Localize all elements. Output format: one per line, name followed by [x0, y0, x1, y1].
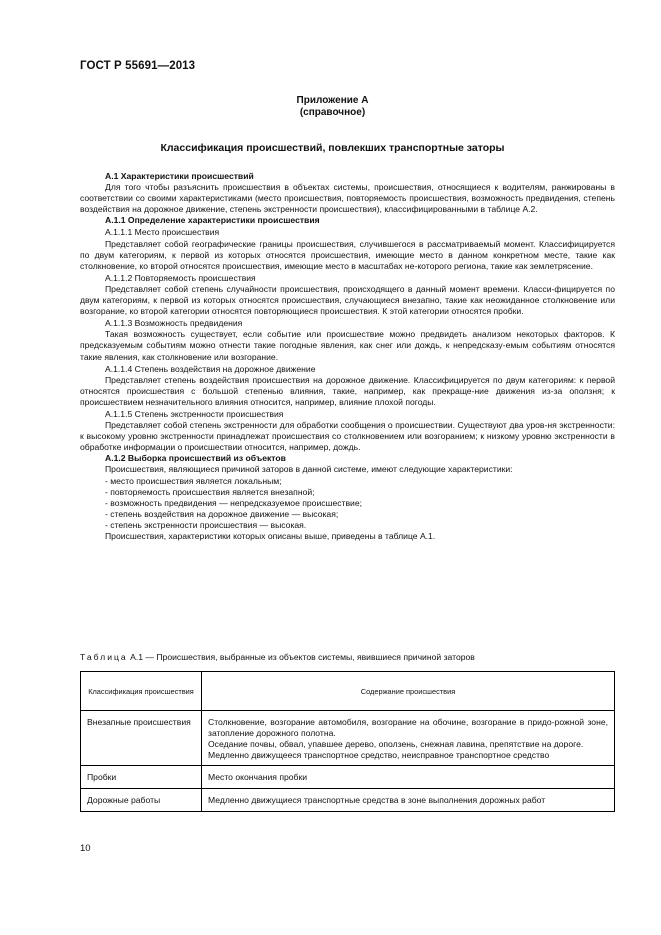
content-cell: [202, 711, 615, 766]
table-caption-prefix: Таблица: [80, 652, 128, 662]
incidents-table: [80, 671, 615, 812]
category-cell: Внезапные происшествия: [81, 711, 202, 766]
table-row: [81, 766, 615, 789]
list-item: - степень экстренности происшествия — высокая.: [105, 519, 307, 530]
category-cell: Дорожные работы: [81, 789, 202, 812]
table-caption: [80, 652, 475, 662]
section-a1-intro: Для того чтобы разъяснить происшествия в объектах системы, происшествия, относящиеся к водителям, ранжированы в соответствии со своими характеристиками (место происшествия, повторяемость происшествия, возможность предвидения, степень воздействия на дорожное движение, степень экстренности происшествия), классифицированными в таблице А.2.: [80, 182, 615, 215]
item-title: А.1.1.2 Повторяемость происшествия: [105, 272, 256, 283]
list-item: - степень воздействия на дорожное движение — высокая;: [105, 508, 339, 519]
header-classification: Классификация происшествия: [81, 672, 202, 711]
annex-heading: [80, 95, 585, 119]
content-line: Место окончания пробки: [208, 772, 308, 782]
header-content: Содержание происшествия: [202, 672, 615, 711]
content-cell: [202, 789, 615, 812]
section-a11-heading: А.1.1 Определение характеристики происшествия: [105, 215, 320, 226]
item-text: Представляет собой степень случайности происшествия, происходящего в данный момент времени. Класси-фицируется по двум категориям, к первой из которых относятся происшествия, случающиеся внезапно, такие как неожиданное столкновение или возгорание, ко второй категории относятся повторяющиеся происшествия. К этой категории относятся пробки.: [80, 283, 615, 317]
list-item: - повторяемость происшествия является внезапной;: [105, 486, 315, 497]
table-row: [81, 711, 615, 766]
annex-type: (справочное): [299, 107, 366, 118]
document-body: [80, 167, 615, 542]
annex-title: Приложение А: [296, 95, 369, 106]
content-line: Медленно движущееся транспортное средство, неисправное транспортное средство: [208, 750, 550, 760]
section-a1-heading: А.1 Характеристики происшествий: [105, 171, 254, 181]
page-title: Классификация происшествий, повлекших транспортные заторы: [160, 142, 505, 154]
content-cell: [202, 766, 615, 789]
table-row: [81, 789, 615, 812]
item-title: А.1.1.4 Степень воздействия на дорожное движение: [105, 363, 316, 374]
list-item: - место происшествия является локальным;: [105, 475, 282, 486]
page-number: 10: [80, 843, 91, 854]
item-text: Представляет собой степень экстренности для обработки сообщения о происшествии. Существуют два уров-ня экстренности: к высокому уровню экстренности принадлежат происшествия со столкновением или возгоранием; к низкому уровню экстренности в обработке информации о происшествии относится, например, дождь.: [80, 420, 615, 453]
list-item: - возможность предвидения — непредсказуемое происшествие;: [105, 497, 362, 508]
content-line: Столкновение, возгорание автомобиля, возгорание на обочине, возгорание в придо-рожной зоне, затопление дорожного полотна.: [208, 717, 608, 738]
section-a12-outro: Происшествия, характеристики которых описаны выше, приведены в таблице А.1.: [105, 531, 436, 541]
table-caption-text: А.1 — Происшествия, выбранные из объектов системы, явившиеся причиной заторов: [127, 652, 475, 662]
item-title: А.1.1.1 Место происшествия: [105, 227, 220, 238]
item-text: Такая возможность существует, если событие или происшествие можно предвидеть анализом некоторых факторов. К предсказуемым событиям можно отнести такие погодные явления, как снег или дождь, к непредсказу-емым событиям относятся такие явления, как столкновение или возгорание.: [80, 329, 615, 362]
document-id: ГОСТ Р 55691—2013: [80, 60, 196, 72]
item-title: А.1.1.5 Степень экстренности происшествия: [105, 408, 284, 419]
characteristics-list: [80, 476, 615, 531]
item-text: Представляет собой географические границы происшествия, случившегося в рассматриваемый момент. Классифицируется по двум категориям, к первой из которых относятся происшествия, имеющие место в данном конкретном месте, такие как столкновение, ко второй относятся происшествия, имеющие место в масштабах не-которого региона, такие как землетрясение.: [80, 238, 615, 271]
section-a12-heading: А.1.2 Выборка происшествий из объектов: [105, 453, 286, 464]
item-title: А.1.1.3 Возможность предвидения: [105, 318, 243, 329]
table-header-row: [81, 672, 615, 711]
content-line: Медленно движущиеся транспортные средства в зоне выполнения дорожных работ: [208, 795, 546, 805]
content-line: Оседание почвы, обвал, упавшее дерево, оползень, снежная лавина, препятствие на дороге.: [208, 739, 584, 749]
section-a12-intro: Происшествия, являющиеся причиной заторов в данной системе, имеют следующие характеристики:: [105, 464, 513, 475]
category-cell: Пробки: [81, 766, 202, 789]
item-text: Представляет степень воздействия происшествия на дорожное движение. Классифицируется по двум категориям: к первой относятся происшествия с большой степенью влияния, такие, например, как прекраще-ние движения из-за оползня; к происшествием незначительного влияния относится, например, влияние плохой погоды.: [80, 374, 615, 407]
